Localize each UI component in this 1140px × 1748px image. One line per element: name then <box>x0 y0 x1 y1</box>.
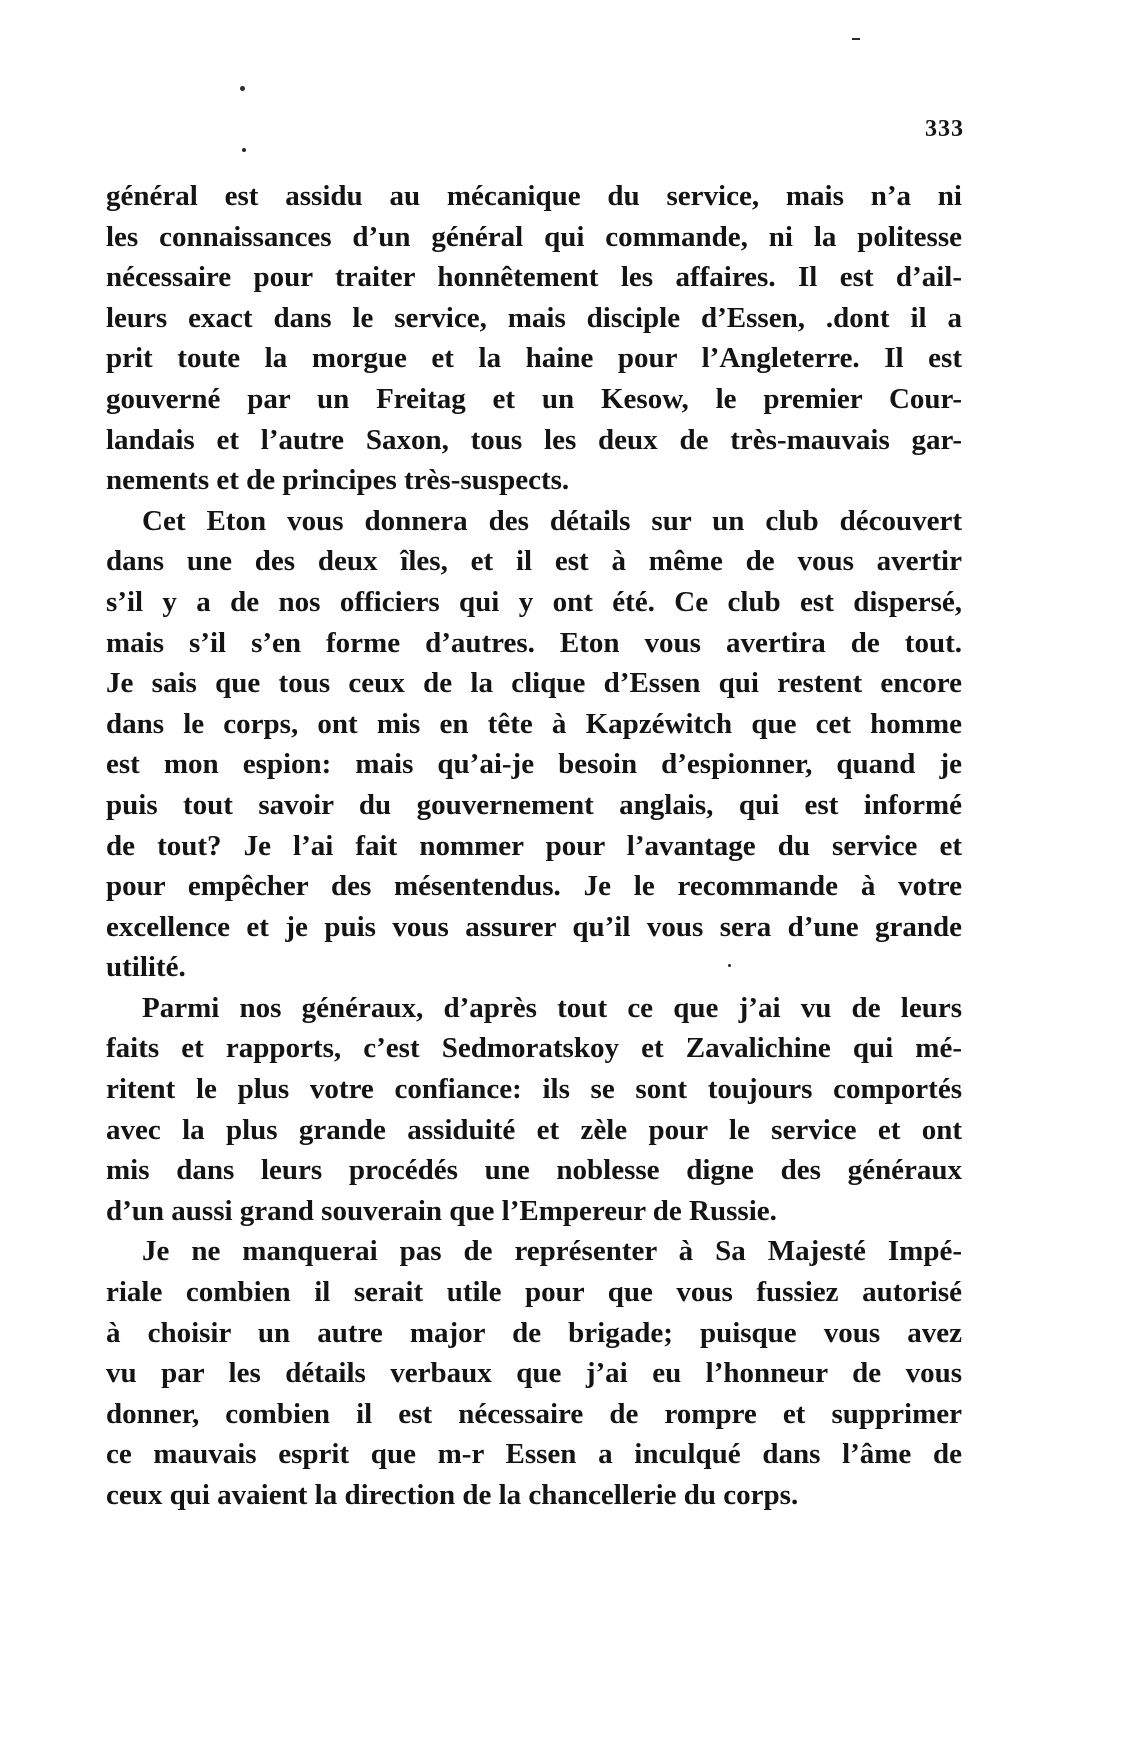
text-line: général est assidu au mécanique du service, mais n’a ni <box>106 180 962 212</box>
text-line: donner, combien il est nécessaire de rompre et supprimer <box>106 1397 962 1430</box>
text-line: est mon espion: mais qu’ai-je besoin d’espionner, quand je <box>106 748 962 781</box>
text-line: utilité. <box>106 951 186 984</box>
text-line: mais s’il s’en forme d’autres. Eton vous avertira de tout. <box>106 626 962 659</box>
ink-speck <box>852 38 860 40</box>
text-line: s’il y a de nos officiers qui y ont été. Ce club est dispersé, <box>106 585 962 618</box>
text-line: landais et l’autre Saxon, tous les deux de très-mauvais gar- <box>106 423 962 456</box>
text-line: Je sais que tous ceux de la clique d’Essen qui restent encore <box>106 667 962 700</box>
text-line: d’un aussi grand souverain que l’Empereur de Russie. <box>106 1194 777 1227</box>
text-line: Cet Eton vous donnera des détails sur un club découvert <box>142 504 962 537</box>
text-line: de tout? Je l’ai fait nommer pour l’avantage du service et <box>106 829 962 862</box>
text-line: Parmi nos généraux, d’après tout ce que j’ai vu de leurs <box>142 991 962 1024</box>
text-line: vu par les détails verbaux que j’ai eu l’honneur de vous <box>106 1357 962 1390</box>
paragraph <box>106 1231 962 1515</box>
text-line: excellence et je puis vous assurer qu’il vous sera d’une grande <box>106 910 962 943</box>
text-line: ritent le plus votre confiance: ils se sont toujours comportés <box>106 1073 962 1106</box>
text-line: riale combien il serait utile pour que vous fussiez autorisé <box>106 1276 962 1309</box>
text-line: nements et de principes très-suspects. <box>106 464 570 497</box>
paragraph <box>106 988 962 1232</box>
text-line: leurs exact dans le service, mais disciple d’Essen, .dont il a <box>106 301 962 334</box>
text-line: mis dans leurs procédés une noblesse digne des généraux <box>106 1154 962 1187</box>
text-line: à choisir un autre major de brigade; puisque vous avez <box>106 1316 962 1349</box>
page-number: 333 <box>925 116 964 142</box>
text-line: puis tout savoir du gouvernement anglais, qui est informé <box>106 788 962 821</box>
text-line: pour empêcher des mésentendus. Je le recommande à votre <box>106 870 962 903</box>
ink-speck <box>240 86 245 91</box>
text-line: ceux qui avaient la direction de la chancellerie du corps. <box>106 1479 799 1511</box>
text-line: ce mauvais esprit que m-r Essen a inculqué dans l’âme de <box>106 1438 962 1471</box>
text-line: avec la plus grande assiduité et zèle pour le service et ont <box>106 1113 962 1146</box>
paragraph <box>106 501 962 988</box>
text-line: faits et rapports, c’est Sedmoratskoy et Zavalichine qui mé- <box>106 1032 962 1065</box>
text-line: nécessaire pour traiter honnêtement les affaires. Il est d’ail- <box>106 261 962 294</box>
text-line: prit toute la morgue et la haine pour l’Angleterre. Il est <box>106 342 962 375</box>
text-line: les connaissances d’un général qui commande, ni la politesse <box>106 220 962 253</box>
paragraph <box>106 176 962 501</box>
text-line: Je ne manquerai pas de représenter à Sa Majesté Impé- <box>142 1235 962 1268</box>
text-line: dans le corps, ont mis en tête à Kapzéwitch que cet homme <box>106 707 962 740</box>
body-text <box>106 176 962 1516</box>
text-line: gouverné par un Freitag et un Kesow, le premier Cour- <box>106 382 962 415</box>
text-line: dans une des deux îles, et il est à même de vous avertir <box>106 545 962 578</box>
ink-speck <box>242 148 246 152</box>
